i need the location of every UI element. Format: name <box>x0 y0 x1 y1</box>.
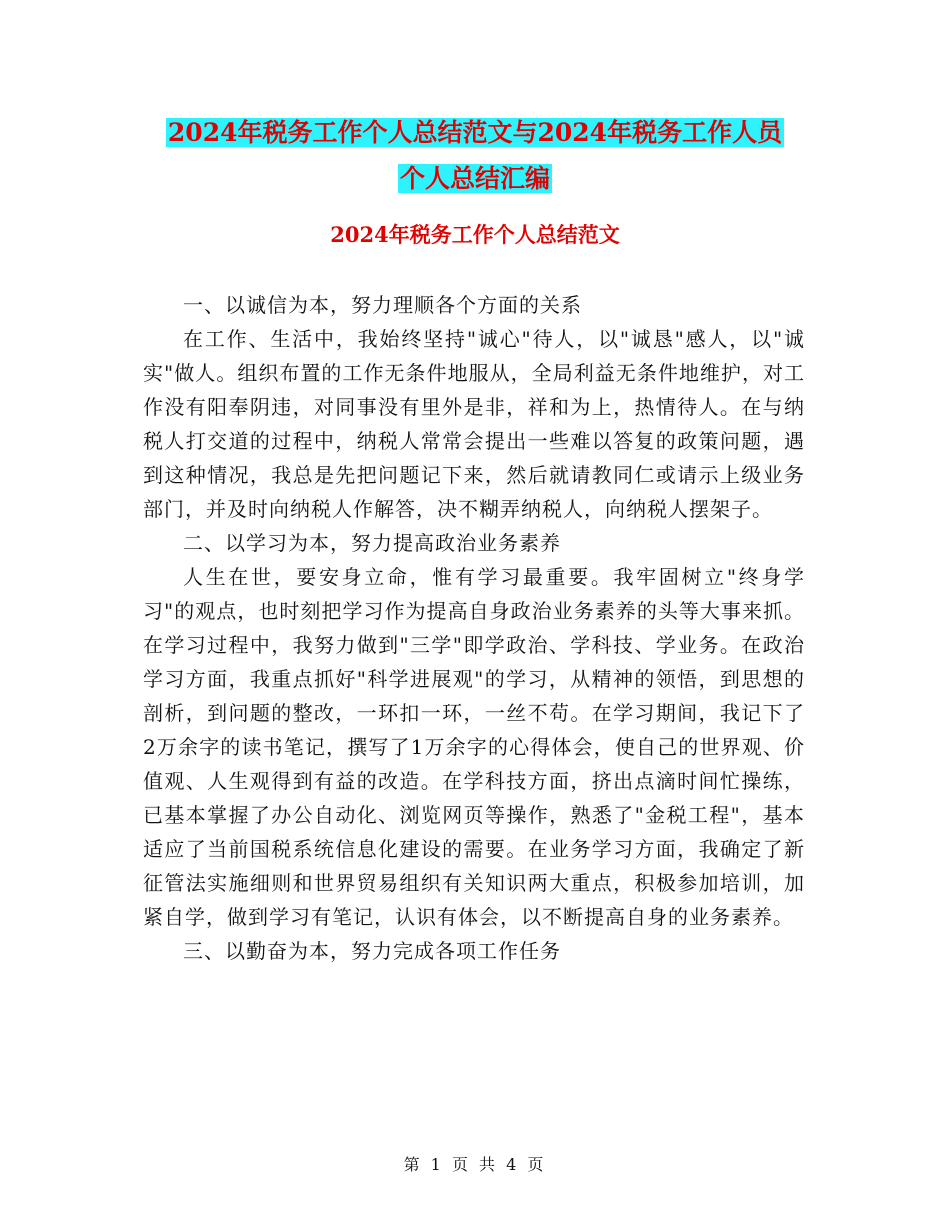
page-footer: 第 1 页 共 4 页 <box>403 1155 547 1174</box>
section-title: 2024年税务工作个人总结范文 <box>330 222 620 247</box>
document-title-line-1: 2024年税务工作个人总结范文与2024年税务工作人员 <box>167 118 783 147</box>
paragraph-1: 在工作、生活中，我始终坚持"诚心"待人，以"诚恳"感人，以"诚实"做人。组织布置的工作无条件地服从，全局利益无条件地维护，对工作没有阳奉阴违，对同事没有里外是非，祥和为上，热情待人。在与纳税人打交道的过程中，纳税人常常会提出一些难以答复的政策问题，遇到这种情况，我总是先把问题记下来，然后就请教同仁或请示上级业务部门，并及时向纳税人作解答，决不糊弄纳税人，向纳税人摆架子。 <box>143 327 805 521</box>
document-body <box>143 288 805 968</box>
document-title <box>0 110 950 202</box>
document-title-line-2: 个人总结汇编 <box>399 164 550 193</box>
section-heading-3: 三、以勤奋为本，努力完成各项工作任务 <box>183 939 561 963</box>
section-heading-1: 一、以诚信为本，努力理顺各个方面的关系 <box>183 293 582 317</box>
section-heading-2: 二、以学习为本，努力提高政治业务素养 <box>183 531 561 555</box>
paragraph-2: 人生在世，要安身立命，惟有学习最重要。我牢固树立"终身学习"的观点，也时刻把学习作为提高自身政治业务素养的头等大事来抓。在学习过程中，我努力做到"三学"即学政治、学科技、学业务。在政治学习方面，我重点抓好"科学进展观"的学习，从精神的领悟，到思想的剖析，到问题的整改，一环扣一环，一丝不苟。在学习期间，我记下了2万余字的读书笔记，撰写了1万余字的心得体会，使自己的世界观、价值观、人生观得到有益的改造。在学科技方面，挤出点滴时间忙操练，已基本掌握了办公自动化、浏览网页等操作，熟悉了"金税工程"，基本适应了当前国税系统信息化建设的需要。在业务学习方面，我确定了新征管法实施细则和世界贸易组织有关知识两大重点，积极参加培训，加紧自学，做到学习有笔记，认识有体会，以不断提高自身的业务素养。 <box>143 565 805 929</box>
